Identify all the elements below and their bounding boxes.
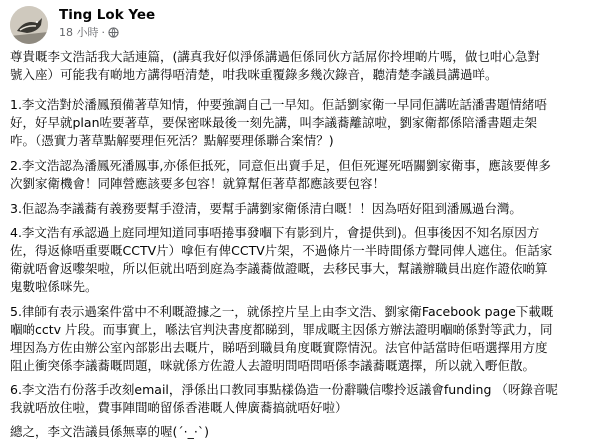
post-paragraph-3-line-1: 3.佢認為李議蕎有義務要幫手澄清，要幫手講劉家衛係清白嘅！！因為唔好阻到潘鳳過台灣。 xyxy=(10,201,522,216)
post-paragraph-5-line-3: 埋因為方佐由辦公室內部影出去嘅片，睇唔到職員角度嘅實際情況。法官仲話當時佢唔選擇用方度 xyxy=(10,340,548,355)
post-paragraph-6-line-2: 我就唔放住啦，費事陣間啲留係香港嘅人俾廣蕎搞就唔好啦） xyxy=(10,400,348,415)
avatar[interactable] xyxy=(10,6,48,44)
globe-icon xyxy=(108,27,119,42)
meta-separator: · xyxy=(101,26,105,39)
post-paragraph-5-line-2: 嗰啲cctv 片段。而事實上，喺法官判決書度都睇到，罪成嘅主因係方辦法證明嗰啲係對等武力，同 xyxy=(10,322,553,337)
post-paragraph-2-line-2: 次劉家衛機會！同陣營應該要多包容！就算幫佢著草都應該要包容！ xyxy=(10,176,386,191)
post-paragraph-4-line-1: 4.李文浩有承認過上庭同埋知道同事唔捲事發嗰下有影到片，會提供到)。但事後因不知名原因方 xyxy=(10,225,540,240)
post-paragraph-5-line-4: 阻止衝突係李議蕎嘅問題，咪就係方佐證人去證明問唔問唔係李議蕎嘅選擇，所以就入嘢佢散。 xyxy=(10,358,536,373)
post-paragraph-intro-line-1: 尊貴嘅李文浩話我大話連篇，(講真我好似淨係講過佢係同伙方話屌你拎埋啲片嗎，做乜咁心急對 xyxy=(10,49,540,64)
post-paragraph-intro-line-2: 號入座）可能我有啲地方講得唔清楚，咁我咪重覆錄多幾次錄音，聽清楚李議員講過咩。 xyxy=(10,67,498,82)
post-paragraph-4-line-3: 衛就唔會返嚟架啦，所以佢就出唔到庭為李議蕎做證嘅，去移民事大，幫議辦職員出庭作證依啲算 xyxy=(10,261,548,276)
post-paragraph-4-line-4: 鬼數啦係咪先。 xyxy=(10,279,98,294)
post-header xyxy=(10,4,591,44)
author-name[interactable]: Ting Lok Yee xyxy=(59,7,156,23)
post-paragraph-outro-line-1: 總之，李文浩議員係無辜的喔(´·_·`) xyxy=(10,424,209,439)
post-paragraph-6-line-1: 6.李文浩冇份落手改刻email，淨係出口教同事點樣偽造一份辭職信嚟拎返議會funding （呀錄音呢 xyxy=(10,382,558,397)
post-paragraph-1-line-2: 好，好早就plan咗要著草，要保密咪最後一刻先講，叫李議蕎離諒啦，劉家衛都係陪潘書題走架 xyxy=(10,115,537,130)
post-paragraph-1-line-1: 1.李文浩對於潘鳳預備著草知情，仲要強調自己一早知。佢話劉家衛一早同佢講咗話潘書題情緒唔 xyxy=(10,97,547,112)
post-paragraph-2-line-1: 2.李文浩認為潘鳳死潘鳳事,亦係佢抵死，同意佢出賣手足，但佢死遲死唔關劉家衛事，應該要俾多 xyxy=(10,158,551,173)
post-meta xyxy=(59,26,119,42)
post-timestamp[interactable]: 18 小時 xyxy=(59,26,99,39)
post-paragraph-1-line-3: 咋。（憑實力著草點解要理佢死活？點解要理係聯合案情？) xyxy=(10,133,334,148)
avatar-bird-icon xyxy=(10,6,48,44)
post-paragraph-4-line-2: 佐，得返條唔重要嘅CCTV片）嗱佢有俾CCTV片架，不過條片一半時間係方聲同俾人遮住。佢話家 xyxy=(10,243,553,258)
post-paragraph-5-line-1: 5.律師有表示過案件當中不利嘅證據之一，就係控片呈上由李文浩、劉家衛Facebook page下載嘅 xyxy=(10,304,554,319)
